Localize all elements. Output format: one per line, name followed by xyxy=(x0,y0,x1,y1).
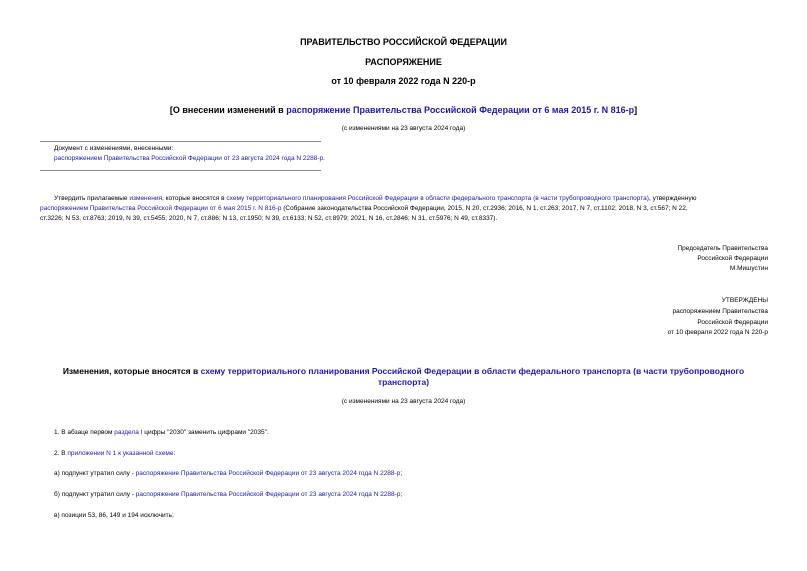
document-date-number: от 10 февраля 2022 года N 220-р xyxy=(331,76,476,86)
title-suffix: ] xyxy=(634,105,638,115)
text-fragment: 1. В абзаце первом xyxy=(54,429,115,436)
item-2 xyxy=(54,449,175,459)
approval-line2: распоряжением Правительства xyxy=(672,308,768,315)
text-fragment: ; xyxy=(400,491,403,498)
text-fragment: , утвержденную xyxy=(648,195,697,202)
changes-title-prefix: Изменения, которые вносятся в xyxy=(62,366,201,376)
amendments-link[interactable]: распоряжением Правительства Российской Федерации от 23 августа 2024 года N 2288-р. xyxy=(54,155,325,162)
amendments-label: Документ с изменениями, внесенными: xyxy=(54,145,174,152)
government-name: ПРАВИТЕЛЬСТВО РОССИЙСКОЙ ФЕДЕРАЦИИ xyxy=(300,37,507,47)
text-fragment: 2. В xyxy=(54,450,68,457)
title-link[interactable]: распоряжение Правительства Российской Федерации от 6 мая 2015 г. N 816-р xyxy=(286,105,635,115)
item-b xyxy=(54,490,402,500)
main-paragraph-line2 xyxy=(40,204,768,214)
changes-title-line1 xyxy=(0,366,807,376)
changes-title-line2[interactable]: транспорта) xyxy=(377,377,430,387)
scheme-link[interactable]: схему территориального планирования Российской Федерации в области федерального транспорта (в части трубопроводного транспорта) xyxy=(226,195,649,202)
text-fragment: (Собрание законодательства Российской Федерации, 2015, N 20, ст.2936; 2016, N 1, ст.263; 2017, N 7, ст.1102; 2018, N 3, ст.567; N 22, xyxy=(281,205,688,212)
item-1 xyxy=(54,428,269,438)
main-paragraph-line3: ст.3226; N 53, ст.8763; 2019, N 39, ст.5455; 2020, N 7, ст.886; N 13, ст.1950; N 39, ст.6133; N 52, ст.8979; 2021, N 16, ст.2846; N 31, ст.5976; N 49, ст.8337). xyxy=(40,215,498,222)
order-2288-link[interactable]: распоряжение Правительства Российской Федерации от 23 августа 2024 года N 2288-р xyxy=(135,470,401,477)
text-fragment: Утвердить прилагаемые xyxy=(54,195,130,202)
order-2288-link[interactable]: распоряжение Правительства Российской Федерации от 23 августа 2024 года N 2288-р xyxy=(135,491,401,498)
document-type: РАСПОРЯЖЕНИЕ xyxy=(365,57,442,67)
changes-title-link[interactable]: схему территориального планирования Российской Федерации в области федерального транспорта (в части трубопроводного xyxy=(200,366,745,376)
text-fragment: а) подпункт утратил силу - xyxy=(54,470,136,477)
text-fragment: цифры "2030" заменить цифрами "2035". xyxy=(142,429,269,436)
signature-name: М.Мишустин xyxy=(729,265,768,272)
approval-line4: от 10 февраля 2022 года N 220-р xyxy=(667,329,768,336)
amendments-bottom-rule xyxy=(40,170,321,171)
approval-line3: Российской Федерации xyxy=(697,319,768,326)
revision-note: (с изменениями на 23 августа 2024 года) xyxy=(341,125,466,132)
signature-line1: Председатель Правительства xyxy=(677,245,768,252)
text-fragment: ; xyxy=(400,470,403,477)
main-paragraph-line1 xyxy=(54,194,768,204)
document-title xyxy=(0,105,807,115)
section-1-link[interactable]: раздела I xyxy=(114,429,143,436)
text-fragment: : xyxy=(173,450,176,457)
item-a xyxy=(54,469,402,479)
amendments-top-rule xyxy=(40,141,321,142)
approval-line1: УТВЕРЖДЕНЫ xyxy=(721,297,768,304)
item-v: в) позиции 53, 86, 149 и 194 исключить; xyxy=(54,512,174,519)
changes-revision-note: (с изменениями на 23 августа 2024 года) xyxy=(341,398,466,405)
changes-link[interactable]: изменения xyxy=(129,195,162,202)
text-fragment: , которые вносятся в xyxy=(162,195,227,202)
order-816-link[interactable]: распоряжением Правительства Российской Федерации от 6 мая 2015 г. N 816-р xyxy=(40,205,282,212)
signature-line2: Российской Федерации xyxy=(697,255,768,262)
title-prefix: [О внесении изменений в xyxy=(169,105,287,115)
appendix-1-link[interactable]: приложении N 1 к указанной схеме xyxy=(67,450,174,457)
text-fragment: б) подпункт утратил силу - xyxy=(54,491,136,498)
